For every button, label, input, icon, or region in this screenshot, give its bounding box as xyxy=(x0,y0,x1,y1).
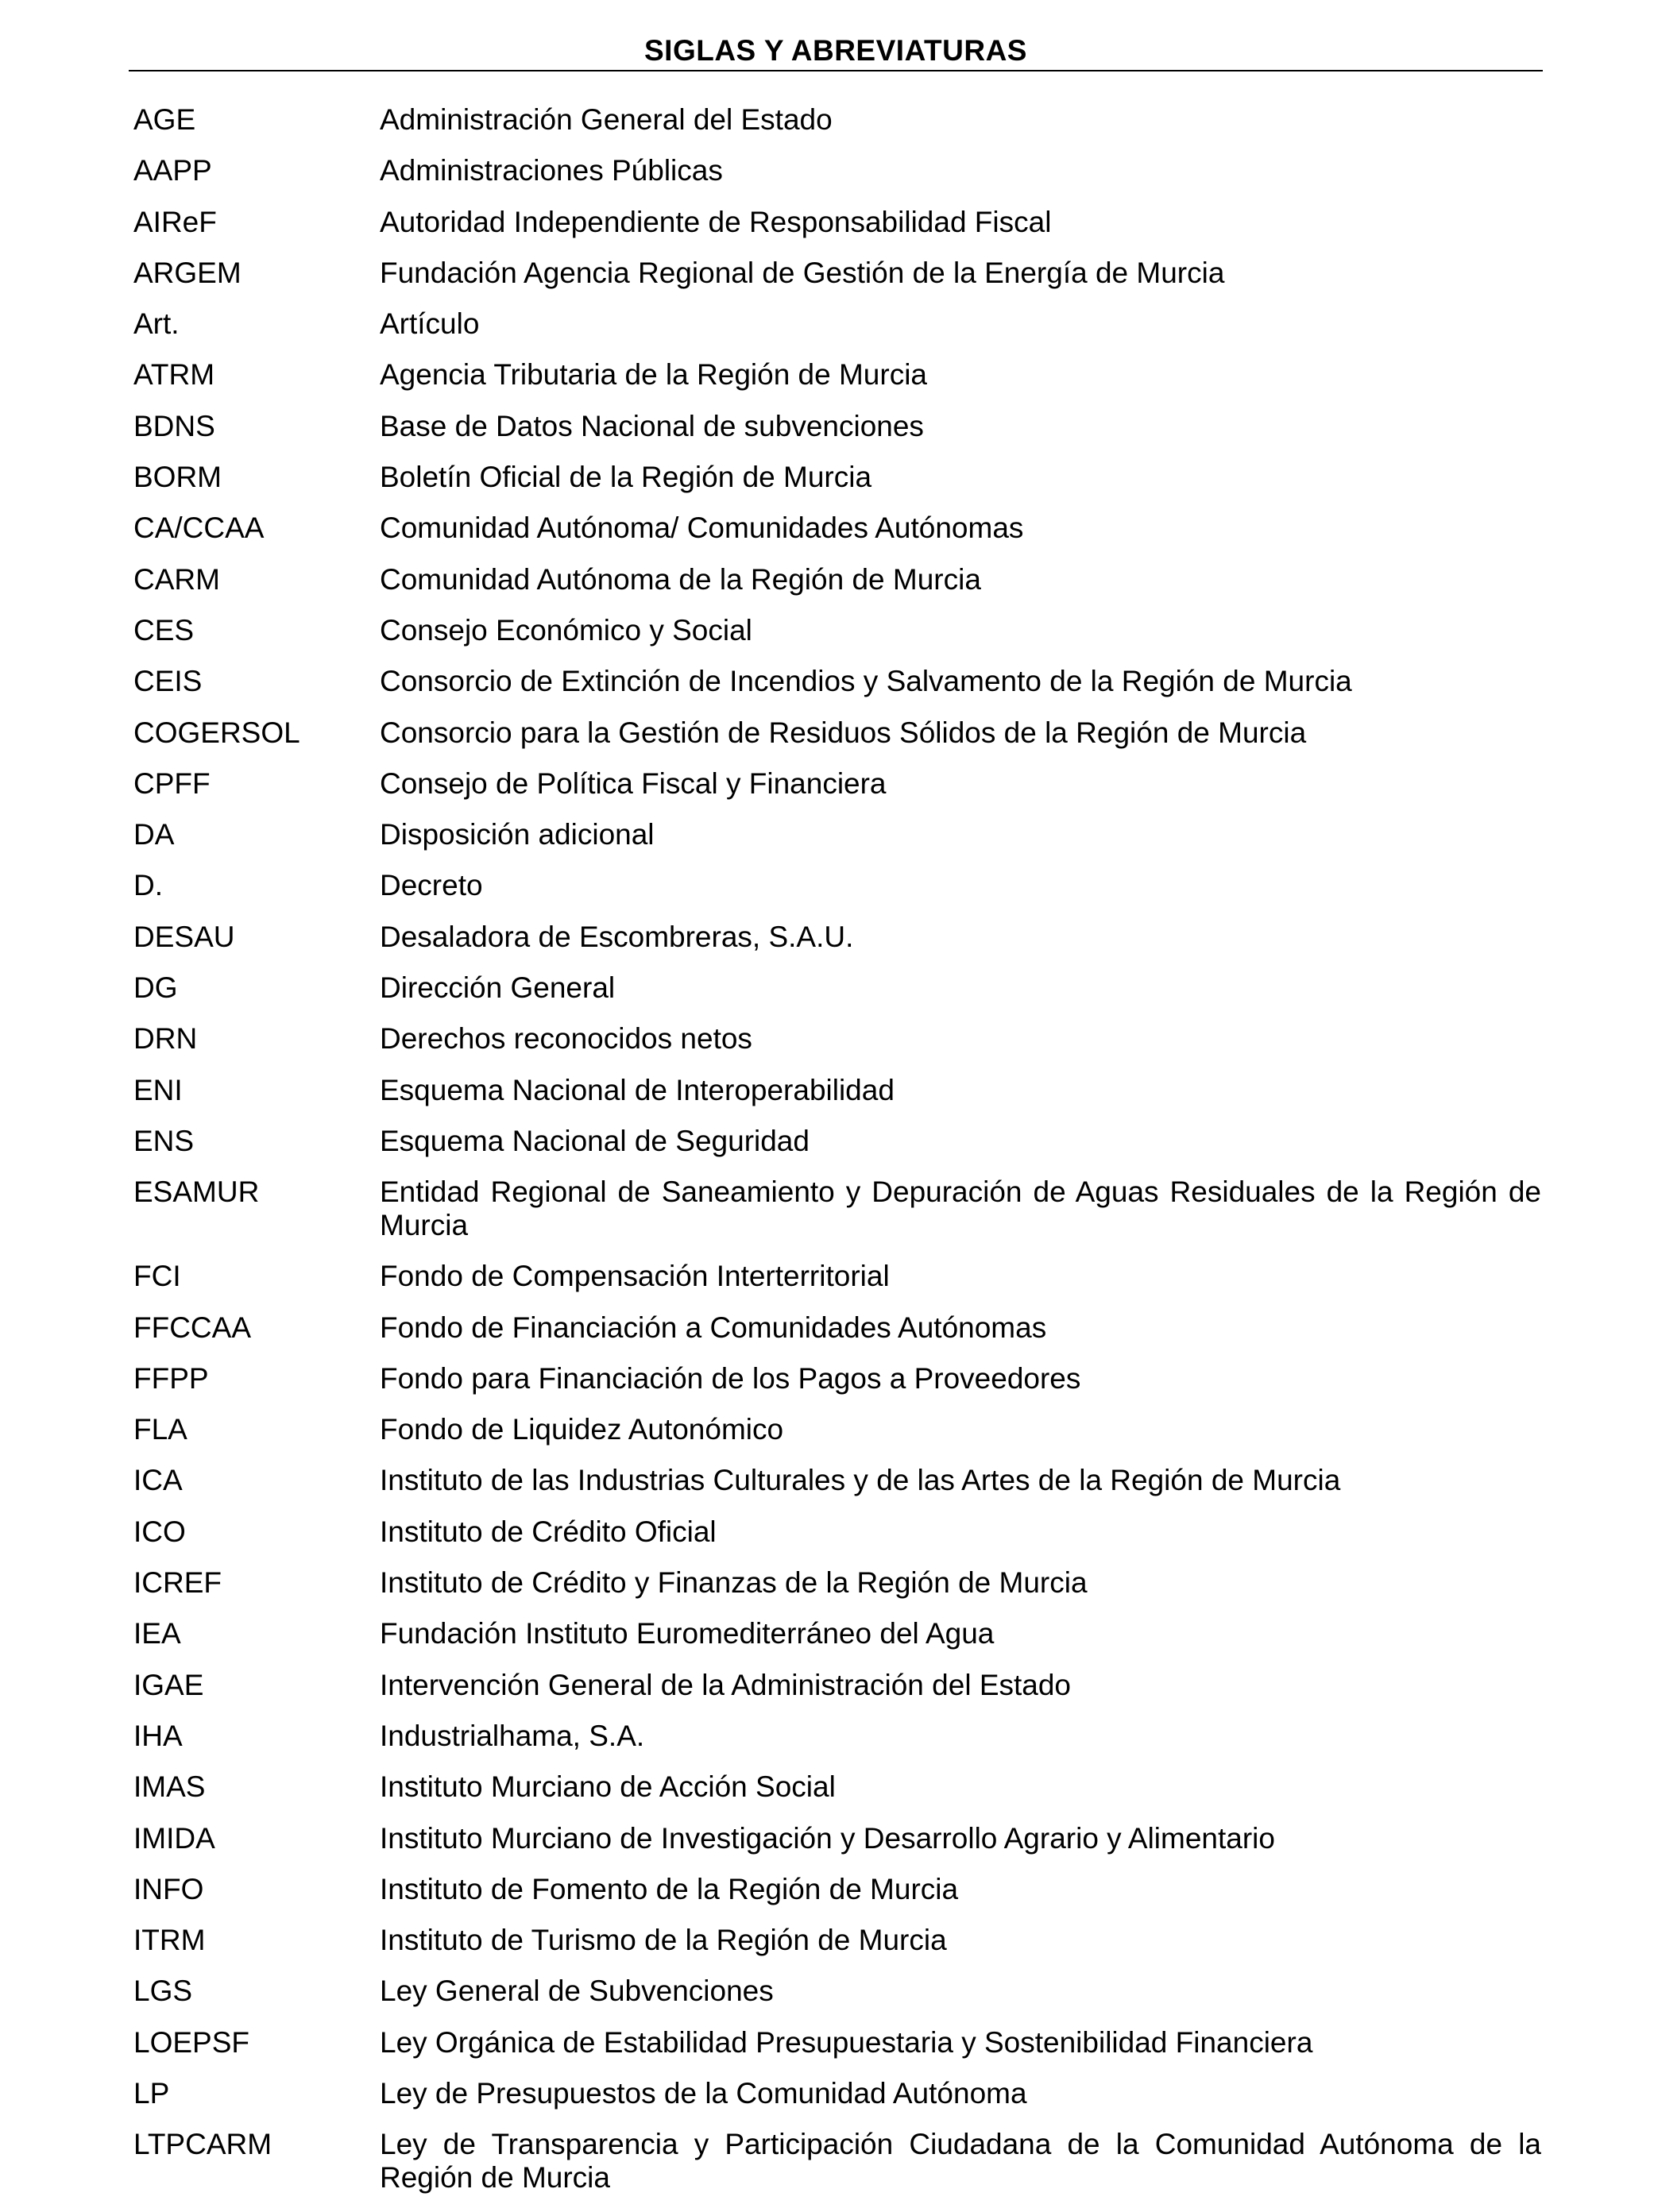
abbreviation: IEA xyxy=(133,1617,181,1650)
definition: Consejo de Política Fiscal y Financiera xyxy=(380,766,887,800)
definition: Intervención General de la Administración del Estado xyxy=(380,1668,1072,1701)
abbreviation: FCI xyxy=(133,1260,181,1293)
abbreviation: IMAS xyxy=(133,1770,206,1804)
list-item xyxy=(133,818,1541,869)
abbreviation: FLA xyxy=(133,1413,187,1446)
definition: Ley de Transparencia y Participación Ciudadana de la Comunidad Autónoma de la Región de Murcia xyxy=(380,2128,1541,2195)
abbreviation: CEIS xyxy=(133,665,203,698)
list-item xyxy=(133,1822,1541,1873)
abbreviation: ATRM xyxy=(133,358,215,392)
definition: Instituto de Fomento de la Región de Murcia xyxy=(380,1872,959,1905)
list-item xyxy=(133,1125,1541,1175)
list-item xyxy=(133,1175,1541,1260)
list-item xyxy=(133,154,1541,205)
abbreviation: IGAE xyxy=(133,1668,204,1701)
abbreviation: Art. xyxy=(133,307,180,341)
definition: Fondo de Compensación Interterritorial xyxy=(380,1260,890,1293)
abbreviation: LOEPSF xyxy=(133,2025,249,2059)
list-item xyxy=(133,1311,1541,1362)
abbreviation: LGS xyxy=(133,1975,193,2008)
list-item xyxy=(133,512,1541,562)
definition: Esquema Nacional de Seguridad xyxy=(380,1124,810,1157)
list-item xyxy=(133,869,1541,920)
list-item xyxy=(133,1362,1541,1413)
definition: Instituto de Crédito Oficial xyxy=(380,1515,717,1548)
definition: Autoridad Independiente de Responsabilidad Fiscal xyxy=(380,205,1052,238)
definition: Fondo de Financiación a Comunidades Autónomas xyxy=(380,1311,1047,1344)
definition: Instituto Murciano de Investigación y Desarrollo Agrario y Alimentario xyxy=(380,1821,1275,1855)
list-item xyxy=(133,665,1541,716)
abbreviation: ICREF xyxy=(133,1566,222,1600)
abbreviation: DRN xyxy=(133,1022,198,1056)
list-item xyxy=(133,614,1541,665)
definition: Disposición adicional xyxy=(380,818,655,851)
list-item xyxy=(133,461,1541,512)
abbreviation: AGE xyxy=(133,103,196,136)
definition: Base de Datos Nacional de subvenciones xyxy=(380,409,924,442)
definition: Ley de Presupuestos de la Comunidad Autónoma xyxy=(380,2076,1027,2110)
definition: Comunidad Autónoma/ Comunidades Autónomas xyxy=(380,512,1024,545)
abbreviation: CARM xyxy=(133,562,220,596)
title-rule xyxy=(129,70,1543,71)
definition: Instituto de Turismo de la Región de Murcia xyxy=(380,1924,947,1957)
list-item xyxy=(133,1720,1541,1770)
list-item xyxy=(133,1464,1541,1515)
list-item xyxy=(133,1924,1541,1975)
abbreviation: LTPCARM xyxy=(133,2128,272,2161)
list-item xyxy=(133,410,1541,461)
list-item xyxy=(133,1566,1541,1617)
abbreviation: ARGEM xyxy=(133,256,242,289)
abbreviation: CA/CCAA xyxy=(133,512,265,545)
page-title: SIGLAS Y ABREVIATURAS xyxy=(644,34,1027,67)
abbreviation: DG xyxy=(133,971,178,1005)
list-item xyxy=(133,358,1541,409)
abbreviation-list xyxy=(133,103,1541,2212)
abbreviation: INFO xyxy=(133,1872,204,1905)
list-item xyxy=(133,2128,1541,2212)
list-item xyxy=(133,767,1541,818)
list-item xyxy=(133,1617,1541,1668)
definition: Desaladora de Escombreras, S.A.U. xyxy=(380,920,854,953)
definition: Ley General de Subvenciones xyxy=(380,1975,774,2008)
definition: Administraciones Públicas xyxy=(380,154,723,187)
list-item xyxy=(133,1770,1541,1821)
definition: Consejo Económico y Social xyxy=(380,613,752,647)
abbreviation: COGERSOL xyxy=(133,716,300,749)
definition: Dirección General xyxy=(380,971,616,1005)
definition: Consorcio de Extinción de Incendios y Salvamento de la Región de Murcia xyxy=(380,665,1352,698)
list-item xyxy=(133,1873,1541,1924)
abbreviation: IHA xyxy=(133,1719,183,1752)
abbreviation: ICA xyxy=(133,1464,183,1497)
definition: Boletín Oficial de la Región de Murcia xyxy=(380,461,872,494)
definition: Fondo para Financiación de los Pagos a Proveedores xyxy=(380,1361,1081,1395)
list-item xyxy=(133,1515,1541,1566)
definition: Fondo de Liquidez Autonómico xyxy=(380,1413,784,1446)
list-item xyxy=(133,307,1541,358)
list-item xyxy=(133,1975,1541,2025)
definition: Artículo xyxy=(380,307,480,341)
list-item xyxy=(133,1669,1541,1720)
list-item xyxy=(133,921,1541,971)
definition: Comunidad Autónoma de la Región de Murcia xyxy=(380,562,981,596)
definition: Instituto Murciano de Acción Social xyxy=(380,1770,836,1804)
list-item xyxy=(133,1260,1541,1311)
abbreviation: BORM xyxy=(133,461,222,494)
list-item xyxy=(133,1413,1541,1464)
definition: Derechos reconocidos netos xyxy=(380,1022,752,1056)
abbreviation: ENS xyxy=(133,1124,195,1157)
definition: Consorcio para la Gestión de Residuos Sólidos de la Región de Murcia xyxy=(380,716,1307,749)
abbreviation: DA xyxy=(133,818,175,851)
list-item xyxy=(133,1074,1541,1125)
abbreviation: CPFF xyxy=(133,766,211,800)
list-item xyxy=(133,206,1541,257)
abbreviation: AIReF xyxy=(133,205,217,238)
abbreviation: CES xyxy=(133,613,195,647)
definition: Entidad Regional de Saneamiento y Depuración de Aguas Residuales de la Región de Murcia xyxy=(380,1175,1541,1242)
list-item xyxy=(133,716,1541,767)
abbreviation: ESAMUR xyxy=(133,1175,260,1209)
definition: Esquema Nacional de Interoperabilidad xyxy=(380,1073,895,1106)
abbreviation: ITRM xyxy=(133,1924,206,1957)
definition: Industrialhama, S.A. xyxy=(380,1719,645,1752)
list-item xyxy=(133,1022,1541,1073)
list-item xyxy=(133,2077,1541,2128)
definition: Instituto de las Industrias Culturales y de las Artes de la Región de Murcia xyxy=(380,1464,1341,1497)
abbreviation: BDNS xyxy=(133,409,215,442)
abbreviation: LP xyxy=(133,2076,170,2110)
list-item xyxy=(133,257,1541,307)
definition: Fundación Agencia Regional de Gestión de la Energía de Murcia xyxy=(380,256,1225,289)
definition: Administración General del Estado xyxy=(380,103,833,136)
definition: Fundación Instituto Euromediterráneo del Agua xyxy=(380,1617,995,1650)
list-item xyxy=(133,971,1541,1022)
list-item xyxy=(133,2026,1541,2077)
abbreviation: AAPP xyxy=(133,154,212,187)
abbreviation: ICO xyxy=(133,1515,186,1548)
definition: Instituto de Crédito y Finanzas de la Región de Murcia xyxy=(380,1566,1088,1600)
list-item xyxy=(133,563,1541,614)
definition: Decreto xyxy=(380,869,483,902)
definition: Agencia Tributaria de la Región de Murcia xyxy=(380,358,927,392)
definition: Ley Orgánica de Estabilidad Presupuestaria y Sostenibilidad Financiera xyxy=(380,2025,1313,2059)
abbreviation: D. xyxy=(133,869,163,902)
abbreviation: DESAU xyxy=(133,920,235,953)
abbreviation: ENI xyxy=(133,1073,183,1106)
abbreviation: FFCCAA xyxy=(133,1311,251,1344)
abbreviation: FFPP xyxy=(133,1361,209,1395)
list-item xyxy=(133,103,1541,154)
abbreviation: IMIDA xyxy=(133,1821,215,1855)
